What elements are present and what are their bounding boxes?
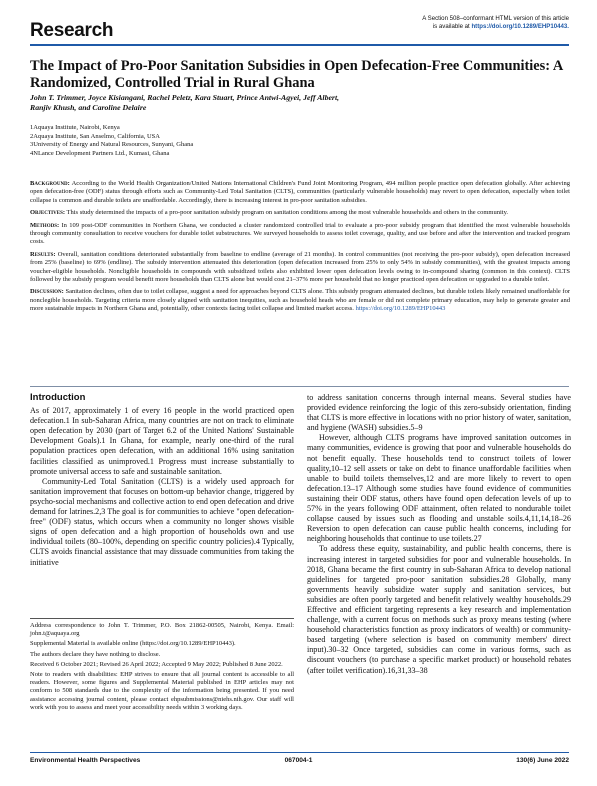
authors-line-2: Ranjiv Khush, and Caroline Delaire xyxy=(30,103,147,112)
footnote-correspondence: Address correspondence to John T. Trimmer, P.O. Box 21862-00505, Nairobi, Kenya. Email: john.t@aquaya.org xyxy=(30,622,294,638)
note-line-2: is available at https://doi.org/10.1289/EHP10443. xyxy=(432,23,569,30)
right-column xyxy=(307,393,571,676)
footnote-dates: Received 6 October 2021; Revised 26 April 2022; Accepted 9 May 2022; Published 8 June 2022. xyxy=(30,660,283,668)
abstract-discussion: Discussion: Sanitation declines, often due to toilet collapse, suggest a need for approaches beyond CLTS alone. This subsidy program attenuated declines, but durable toilets likely remained unaffordable for nonclegible households. Targeting criteria more closely aligned with sanitation inequities, such as household heads who are female or did not complete primary education, may help to generate greater and more sustainable impacts in Northern Ghana and, potentially, other contexts facing toilet collapse and limited market access. https://doi.org/10.1289/EHP10443 xyxy=(30,288,571,313)
html-version-note xyxy=(339,15,569,31)
section-label: Research xyxy=(30,20,114,41)
footer-issue: 130(6) June 2022 xyxy=(516,757,569,764)
footnote-supplemental: Supplemental Material is available online (https://doi.org/10.1289/EHP10443). xyxy=(30,640,236,648)
footnotes xyxy=(30,622,294,714)
authors-line-1: John T. Trimmer, Joyce Kisiangani, Rachel Peletz, Kara Stuart, Prince Antwi-Agyei, Jeff Albert, xyxy=(30,93,340,102)
abstract-background: Background: According to the World Health Organization/United Nations International Children's Fund Joint Monitoring Program, 494 million people practice open defecation globally. After achieving open defecation-free (ODF) status through efforts such as Community-Led Total Sanitation (CLTS), communities (particularly vulnerable households) may revert to open defecation, especially when toilet collapse is common and durable toilets are unaffordable. Accordingly, there is increasing interest in pro-poor sanitation subsidies. xyxy=(30,180,570,204)
affiliation: 3University of Energy and Natural Resources, Sunyani, Ghana xyxy=(30,141,194,149)
abstract-methods: Methods: In 109 post-ODF communities in Northern Ghana, we conducted a cluster randomized controlled trial to evaluate a pro-poor subsidy program that identified the most vulnerable households through community consultation to receive vouchers for durable toilet substructures. We surveyed households to assess toilet coverage, quality, and use before and after the intervention and tracked program costs. xyxy=(30,221,571,246)
author-list xyxy=(30,93,570,113)
body-paragraph: Community-Led Total Sanitation (CLTS) is a widely used approach for sanitation improvement that focuses on bottom-up behavior change, triggered by psycho-social mechanisms and collective action to end open defecation and drive demand for latrines.2,3 The goal is for communities to achieve "open defecation-free" (ODF) status, which occurs when a community no longer shows visible signs of open defecation and a high proportion of households own and use individual toilets (80–100%, depending on specific country policies).4 Typically, CLTS avoids financial assistance that may dissuade communities from taking the initiative xyxy=(30,476,294,567)
abstract-label: Background: xyxy=(30,180,70,187)
abstract-doi-link[interactable]: https://doi.org/10.1289/EHP10443 xyxy=(355,305,446,313)
header-rule xyxy=(30,44,569,46)
affiliation: 2Aquaya Institute, San Anselmo, California, USA xyxy=(30,132,160,140)
left-column xyxy=(30,393,294,568)
abstract-label: Objectives: xyxy=(30,209,66,217)
body-paragraph: to address sanitation concerns through internal means. Several studies have provided evidence reinforcing the logic of this zero-subsidy orientation, finding that CLTS is more effective in locations with no prior history of water, sanitation, and hygiene (WASH) subsidies.5–9 xyxy=(307,393,571,433)
affiliation: 1Aquaya Institute, Nairobi, Kenya xyxy=(30,124,120,131)
abstract-label: Discussion: xyxy=(30,288,64,296)
article-title: The Impact of Pro-Poor Sanitation Subsidies in Open Defecation-Free Communities: A Randomized, Controlled Trial in Rural Ghana xyxy=(30,58,563,91)
body-paragraph: As of 2017, approximately 1 of every 16 people in the world practiced open defecation.1 In sub-Saharan Africa, many countries are not on track to eliminate open defecation by 2030 (part of Target 6.2 of the United Nations' Sustainable Development Goals).1 In Ghana, for example, nearly one-third of the rural population practices open defecation, with an additional 16% using sanitation facilities classified as unimproved.1 Progress must increase substantially to promote universal access to safe and sustainable sanitation. xyxy=(30,406,294,476)
footnote-disclosure: The authors declare they have nothing to disclose. xyxy=(30,650,161,658)
footer-journal: Environmental Health Perspectives xyxy=(30,757,141,764)
abstract xyxy=(30,180,570,318)
doi-link[interactable]: https://doi.org/10.1289/EHP10443. xyxy=(471,23,569,30)
section-heading: Introduction xyxy=(30,392,86,403)
body-paragraph: However, although CLTS programs have improved sanitation outcomes in many communities, evidence is growing that poor and vulnerable households do not benefit equally. These households tend to construct toilets of lower quality,10–12 sell assets or take on debt to finance unaffordable facilities when unable to build toilets themselves,12 and are more likely to revert to open defecation.13–17 Although some studies have found evidence of communities sustaining their ODF status, others have found open defecation levels of up to 57% in the years following ODF attainment, often related to nondurable toilet collapse caused by issues such as flooding and unstable soils.4,11,14,18–26 Reversion to open defecation can cause public health concerns, including for neighboring households that continue to use toilets.27 xyxy=(307,433,571,544)
abstract-label: Methods: xyxy=(30,221,60,229)
abstract-label: Results: xyxy=(30,250,56,258)
affiliations xyxy=(30,124,430,158)
footnote-accessibility: Note to readers with disabilities: EHP strives to ensure that all journal content is accessible to all readers. However, some figures and Supplemental Material published in EHP articles may not conform to 508 standards due to the complexity of the information being presented. If you need assistance accessing journal content, please contact ehpsubmissions@niehs.nih.gov. Our staff will work with you to assess and meet your accessibility needs within 3 working days. xyxy=(30,671,294,711)
abstract-objectives: Objectives: This study determined the impacts of a pro-poor sanitation subsidy program on sanitation conditions among the most vulnerable households and others in the community. xyxy=(30,209,509,217)
footer-rule xyxy=(30,752,569,753)
body-paragraph: To address these equity, sustainability, and public health concerns, there is increasing interest in targeted subsidies for poor and vulnerable households. In 2018, Ghana became the first country in sub-Saharan Africa to develop national guidelines for targeted pro-poor sanitation subsidies.28 Globally, many governments heavily subsidize water supply and sanitation services, but subsidies are often poorly targeted and benefit relatively wealthy households.29 Effective and efficient targeting represents a key research and implementation challenge, with a current focus on methods such as proxy means testing (where household characteristics function as proxy indicators of wealth) or community-based targeting (where selection is based on community members' direct input).30–32 Once targeted, subsidies can come in various forms, such as discount vouchers (to purchase a specific market product) or household rebates (after toilet verification).16,31,33–38 xyxy=(307,544,571,675)
affiliation: 4NLance Development Partners Ltd., Kumasi, Ghana xyxy=(30,149,170,157)
abstract-divider xyxy=(30,386,569,387)
abstract-results: Results: Overall, sanitation conditions deteriorated substantially from baseline to endline (average of 21 months). In control communities (not receiving the pro-poor subsidy), open defecation increased from 25% (baseline) to 69% (endline). The subsidy intervention attenuated this deterioration (open defecation increased from 25% to only 54% in subsidy communities), with the greatest impacts among voucher-eligible households. Noncligible households in compounds with subsidized toilets also exhibited lower open defecation levels owing to in-compound sharing (common in this context). CLTS followed by the subsidy program would benefit more households than CLTS alone but would cost 21–37% more per household that no longer practiced open defecation or upgraded to a durable toilet. xyxy=(30,250,571,284)
note-line-1: A Section 508–conformant HTML version of this article xyxy=(422,15,569,22)
footer-page-number: 067004-1 xyxy=(284,757,313,764)
footnote-rule xyxy=(30,618,294,619)
